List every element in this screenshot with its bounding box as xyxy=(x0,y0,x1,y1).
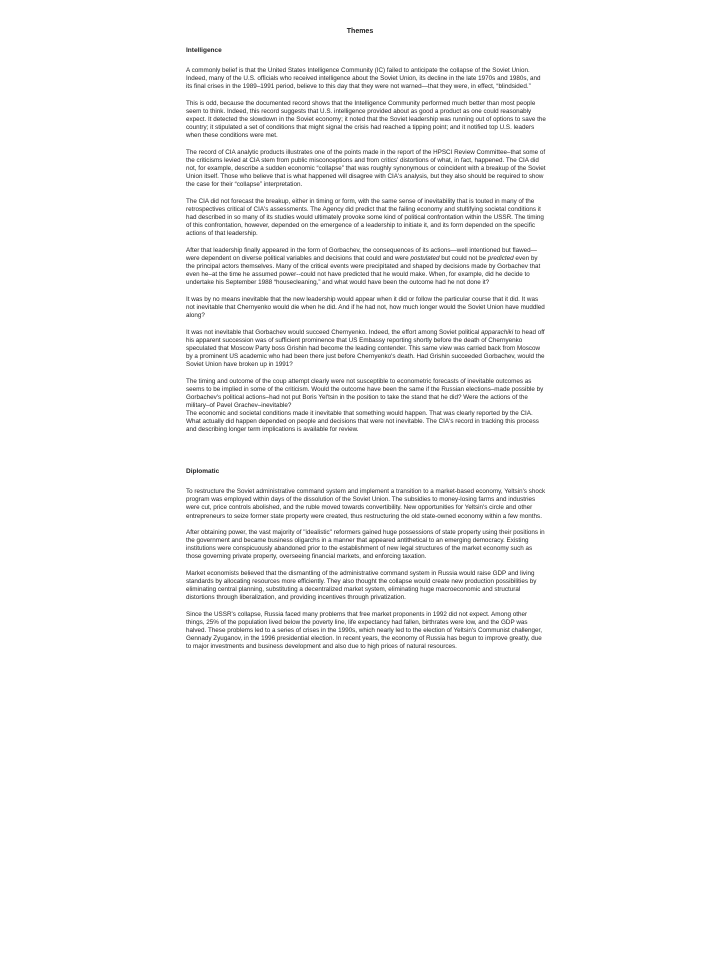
paragraph: The CIA did not forecast the breakup, either in timing or form, with the same sense of inevitability that is touted in many of the retrospectives critical of CIA's assessments. The Agency did predict that the failing economy and stultifying societal conditions it had described in so many of its studies would ultimately provoke some kind of political confrontation within the USSR. The timing of this confrontation, however, depended on the emergence of a leadership to initiate it, and its form depended on the specific actions of that leadership. xyxy=(186,197,544,238)
text-run: It was not inevitable that Gorbachev would succeed Chernyenko. Indeed, the effort among Soviet political xyxy=(186,328,481,336)
paragraph-gorbachev xyxy=(186,247,546,287)
emphasis-apparatchiki: apparachiki xyxy=(480,328,514,336)
emphasis-postulated: postulated xyxy=(410,254,440,262)
text-run: even by the principal actors themselves. Many of the critical events were precipitated and shaped by decisions made by Gorbachev that even he–at the time he assumed power--could not have predicted that he would make. When, for example, did he decide to undertake his September 1988 “housecleaning,” and what would have been the outcome had he not done it? xyxy=(186,254,541,287)
paragraph: A commonly belief is that the United States Intelligence Community (IC) failed to anticipate the collapse of the Soviet Union. Indeed, many of the U.S. officials who received intelligence about the Soviet Union, its decline in the late 1970s and 1980s, and its final crises in the 1989–1991 period, believe to this day that they were not warned—that they were, in effect, “blindsided.” xyxy=(186,67,541,91)
paragraph: Market economists believed that the dismantling of the administrative command system in Russia would raise GDP and living standards by allocating resources more efficiently. They also thought the collapse would create new production possibilities by eliminating central planning, substituting a decentralized market system, eliminating huge macroeconomic and structural distortions through liberalization, and providing incentives through privatization. xyxy=(186,570,537,602)
paragraph: After obtaining power, the vast majority of "idealistic" reformers gained huge possessions of state property using their positions in the government and became business oligarchs in a manner that appeared antithetical to an emerging democracy. Existing institutions were conspicuously abandoned prior to the establishment of new legal structures of the market economy such as those governing private property, overseeing financial markets, and enforcing taxation. xyxy=(186,529,545,561)
section-heading-diplomatic: Diplomatic xyxy=(186,468,220,476)
text-run: After that leadership finally appeared in the form of Gorbachev, the consequences of its actions—well intentioned but flawed—were dependent on diverse political variables and decisions that could and were xyxy=(186,246,537,262)
section-heading-intelligence: Intelligence xyxy=(186,47,222,54)
paragraph: The timing and outcome of the coup attempt clearly were not susceptible to econometric forecasts of inevitable outcomes as seems to be implied in some of the criticism. Would the outcome have been the same if the Russian elections–made possible by Gorbachev's political actions–had not put Boris Yel'tsin in the position to take the stand that he did? Were the actions of the military–of Pavel Grachev–inevitable? xyxy=(186,377,544,409)
emphasis-predicted: predicted xyxy=(487,254,514,262)
page-title: Themes xyxy=(346,28,374,35)
document-body xyxy=(186,47,546,660)
paragraph: The record of CIA analytic products illustrates one of the points made in the report of the HPSCI Review Committee–that some of the criticisms levied at CIA stem from public misconceptions and from critics' distortions of what, in fact, happened. The CIA did not, for example, describe a sudden economic “collapse” that was roughly synonymous or coincident with a breakup of the Soviet Union itself. Those who believe that is what happened will disagree with CIA's analysis, but they also should be required to show the case for their “collapse” interpretation. xyxy=(186,148,546,189)
paragraph: Since the USSR's collapse, Russia faced many problems that free market proponents in 1992 did not expect. Among other things, 25% of the population lived below the poverty line, life expectancy had fallen, birthrates were low, and the GDP was halved. These problems led to a series of crises in the 1990s, which nearly led to the election of Yeltsin's Communist challenger, Gennady Zyuganov, in the 1996 presidential election. In recent years, the economy of Russia has begun to improve greatly, due to major investments and business development and also due to high prices of natural resources. xyxy=(186,610,543,651)
paragraph: It was by no means inevitable that the new leadership would appear when it did or follow the particular course that it did. It was not inevitable that Chernyenko would die when he did. And if he had not, how much longer would the Soviet Union have muddled along? xyxy=(186,295,545,319)
paragraph: This is odd, because the documented record shows that the Intelligence Community performed much better than most people seem to think. Indeed, this record suggests that U.S. intelligence provided about as good a product as one could reasonably expect. It detected the slowdown in the Soviet economy; it noted that the Soviet leadership was running out of options to save the country; it stipulated a set of conditions that might signal the crisis had reached a tipping point; and it notified top U.S. leaders when these conditions were met. xyxy=(186,99,546,140)
paragraph-chernyenko xyxy=(186,329,546,369)
paragraph: The economic and societal conditions made it inevitable that something would happen. That was clearly reported by the CIA. What actually did happen depended on people and decisions that were not inevitable. The CIA's record in tracking this process and describing longer term implications is available for review. xyxy=(186,409,539,434)
paragraph: To restructure the Soviet administrative command system and implement a transition to a market-based economy, Yeltsin's shock program was employed within days of the dissolution of the Soviet Union. The subsidies to money-losing farms and industries were cut, price controls abolished, and the ruble moved towards convertibility. New opportunities for Yeltsin's circle and other entrepreneurs to seize former state property were created, thus restructuring the old state-owned economy within a few months. xyxy=(186,488,546,520)
text-run: to head off his apparent succession was of sufficient prominence that US Embassy reporting shortly before the death of Chernyenko speculated that Moscow Party boss Grishin had become the leading contender. This same view was carried back from Moscow by a prominent US academic who had been there just before Chernyenko's death. Had Grishin succeeded Gorbachev, would the Soviet Union have broken up in 1991? xyxy=(186,328,545,368)
text-run: but could not be xyxy=(439,254,488,262)
